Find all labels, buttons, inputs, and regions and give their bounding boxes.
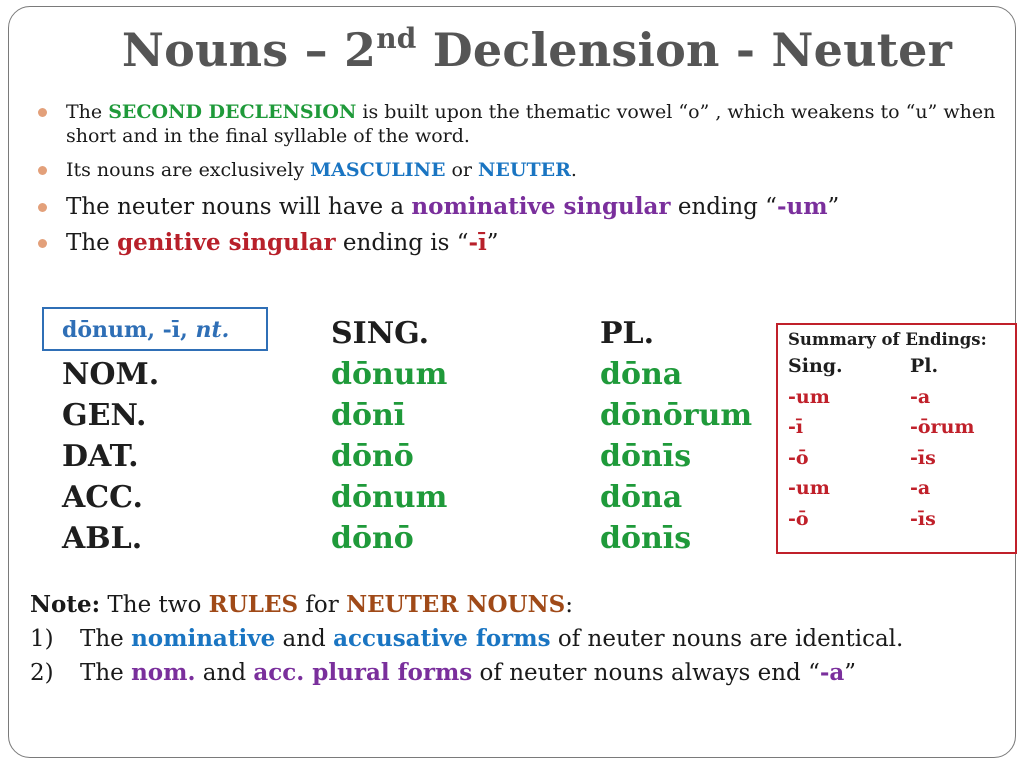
highlighted-term: NEUTER [478, 159, 571, 181]
summary-header-row [788, 351, 1015, 382]
lemma-box [42, 307, 268, 351]
text-segment: The [80, 626, 132, 652]
plural-form: dōnīs [600, 521, 692, 556]
text-segment: . [570, 159, 577, 181]
highlighted-term: nominative [131, 625, 276, 652]
note-rule-number: 2) [30, 660, 54, 686]
note-rule-text [80, 660, 856, 686]
singular-form: dōnō [331, 521, 414, 556]
plural-form: dōna [600, 357, 683, 392]
summary-sing-ending: -ō [788, 446, 809, 469]
summary-sing-ending: -um [788, 477, 830, 499]
text-segment: ” [827, 194, 840, 220]
text-segment: is built upon the thematic vowel “o” , which weakens to “u” when short and in the final syllable of the word. [66, 101, 996, 147]
slide-title [0, 22, 1024, 77]
summary-pl-ending: -īs [910, 446, 936, 469]
summary-row [788, 382, 1015, 413]
highlighted-term: SECOND DECLENSION [108, 101, 357, 123]
summary-sing-header: Sing. [788, 355, 843, 377]
case-label: GEN. [62, 398, 147, 433]
summary-pl-ending: -a [910, 477, 931, 499]
case-label: DAT. [62, 439, 139, 474]
highlighted-term: nominative singular [411, 193, 671, 220]
text-segment: The [66, 230, 118, 256]
text-segment: of neuter nouns are identical. [550, 626, 904, 652]
summary-title: Summary of Endings: [788, 330, 987, 349]
highlighted-term: MASCULINE [310, 159, 446, 181]
summary-sing-ending: -ī [788, 416, 804, 438]
endings-summary-box [776, 323, 1017, 554]
case-labels [62, 354, 159, 559]
title-prefix: Nouns – 2 [121, 23, 377, 77]
bullet-text [66, 194, 839, 220]
plural-form: dōnōrum [600, 398, 753, 433]
summary-row [788, 443, 1015, 474]
note-rule [30, 656, 1010, 690]
note-rule [30, 622, 1010, 656]
bullet-item [36, 158, 996, 182]
note-rule-text [80, 626, 903, 652]
highlighted-term: acc. plural forms [253, 659, 473, 686]
note-intro-text [100, 592, 573, 618]
text-segment: ” [486, 230, 499, 256]
singular-form: dōnō [331, 439, 414, 474]
note-intro [30, 588, 1010, 622]
note-section [30, 588, 1010, 690]
case-label: ABL. [62, 521, 143, 556]
singular-header: SING. [331, 316, 430, 351]
text-segment: and [275, 626, 334, 652]
highlighted-term: accusative forms [333, 625, 551, 652]
highlighted-term: -um [776, 193, 828, 220]
text-segment: : [565, 592, 573, 618]
summary-pl-ending: -īs [910, 507, 936, 530]
title-suffix: Declension - Neuter [416, 23, 953, 77]
summary-sing-ending: -um [788, 385, 830, 408]
text-segment: ” [844, 660, 857, 686]
singular-form: dōnum [331, 480, 448, 515]
summary-row [788, 504, 1015, 535]
text-segment: The two [100, 592, 209, 618]
highlighted-term: RULES [208, 591, 299, 618]
text-segment: The [80, 660, 132, 686]
text-segment: ending “ [670, 194, 777, 220]
bullet-dot-icon [38, 108, 47, 117]
bullet-item [36, 100, 996, 148]
bullet-text [66, 230, 499, 256]
bullet-dot-icon [38, 239, 47, 248]
text-segment: or [445, 159, 479, 181]
highlighted-term: genitive singular [117, 229, 336, 256]
bullet-list [36, 100, 996, 264]
case-label: NOM. [62, 357, 160, 392]
summary-sing-ending: -ō [788, 507, 809, 530]
text-segment: The neuter nouns will have a [66, 194, 412, 220]
bullet-item [36, 228, 996, 258]
bullet-text [66, 159, 577, 181]
highlighted-term: -ī [468, 229, 487, 256]
text-segment: The [66, 101, 109, 123]
lemma-gender: nt. [195, 317, 230, 343]
bullet-dot-icon [38, 166, 47, 175]
singular-form: dōnum [331, 357, 448, 392]
note-rule-number: 1) [30, 626, 54, 652]
summary-pl-header: Pl. [910, 355, 939, 377]
highlighted-term: NEUTER NOUNS [346, 591, 566, 618]
text-segment: Its nouns are exclusively [66, 159, 311, 181]
singular-form: dōnī [331, 398, 406, 433]
lemma-text: dōnum, -ī, [62, 317, 196, 343]
plural-header: PL. [600, 316, 655, 351]
plural-form: dōna [600, 480, 683, 515]
bullet-item [36, 192, 996, 222]
summary-row [788, 412, 1015, 443]
summary-pl-ending: -ōrum [910, 416, 975, 438]
plural-form: dōnīs [600, 439, 692, 474]
case-label: ACC. [62, 480, 143, 515]
plural-column [600, 313, 752, 559]
text-segment: ending is “ [335, 230, 469, 256]
highlighted-term: nom. [131, 659, 196, 686]
singular-column [331, 313, 447, 559]
note-label: Note: [30, 591, 101, 618]
text-segment: of neuter nouns always end “ [472, 660, 820, 686]
title-superscript: nd [376, 22, 417, 55]
highlighted-term: -a [819, 659, 845, 686]
text-segment: for [298, 592, 347, 618]
text-segment: and [195, 660, 254, 686]
bullet-dot-icon [38, 203, 47, 212]
summary-row [788, 473, 1015, 504]
bullet-text [66, 101, 995, 147]
summary-pl-ending: -a [910, 385, 931, 408]
